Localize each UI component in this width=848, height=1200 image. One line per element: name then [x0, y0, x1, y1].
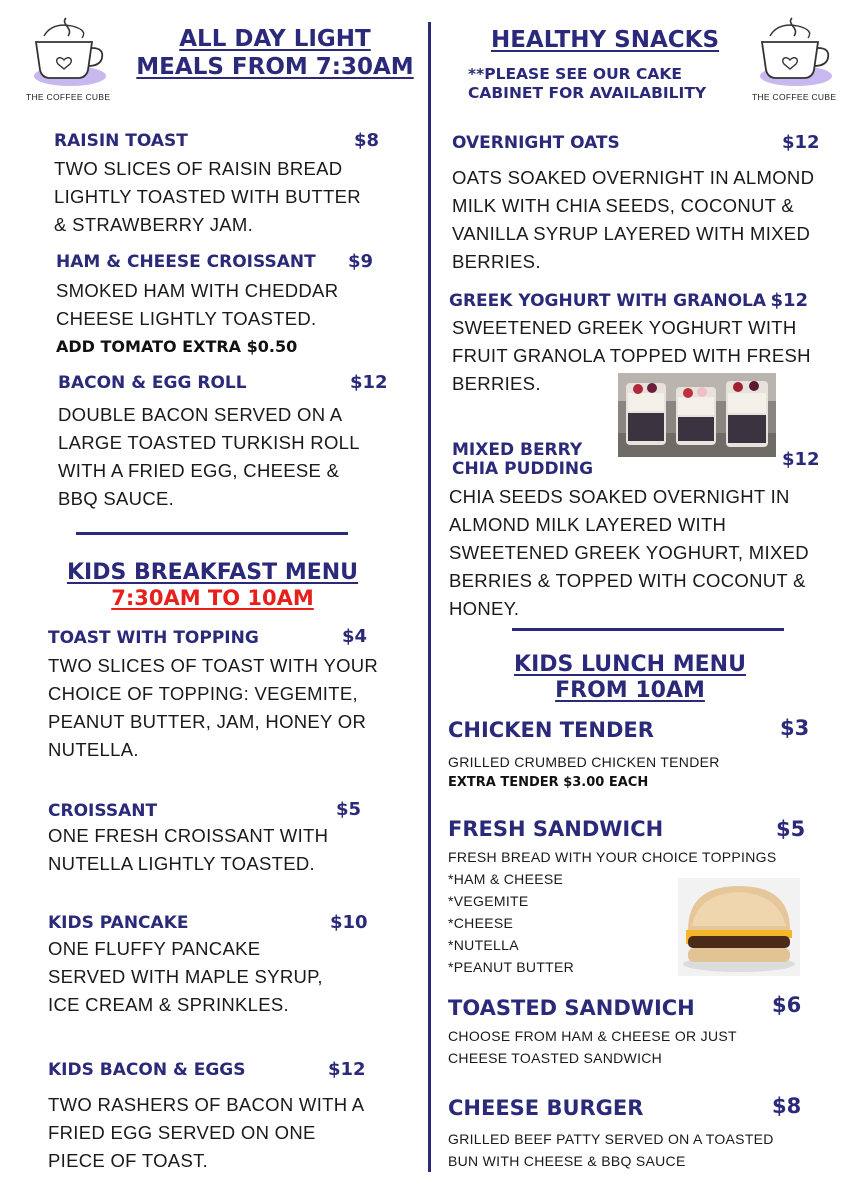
item-extra-tomato: ADD TOMATO EXTRA $0.50	[56, 337, 298, 356]
item-desc-line: *VEGEMITE	[448, 893, 529, 909]
item-price-toasted-sandwich: $6	[772, 993, 802, 1017]
item-name-toasted-sandwich: TOASTED SANDWICH	[448, 996, 695, 1020]
item-price-greek-yoghurt: $12	[770, 290, 809, 311]
item-name-croissant: CROISSANT	[48, 801, 158, 821]
item-extra-chicken-tender: EXTRA TENDER $3.00 EACH	[448, 775, 649, 790]
item-name-fresh-sandwich: FRESH SANDWICH	[448, 817, 664, 841]
item-desc-line: *CHEESE	[448, 915, 514, 931]
item-name-chicken-tender: CHICKEN TENDER	[448, 718, 654, 742]
coffee-cup-icon	[22, 12, 118, 92]
item-desc-line: ALMOND MILK LAYERED WITH	[449, 514, 727, 535]
chia-pudding-photo	[618, 373, 776, 457]
item-desc-line: TWO RASHERS OF BACON WITH A	[48, 1094, 365, 1115]
item-name-kids-bacon-eggs: KIDS BACON & EGGS	[48, 1060, 246, 1080]
item-price-raisin-toast: $8	[354, 130, 380, 151]
item-desc-line: FRIED EGG SERVED ON ONE	[48, 1122, 316, 1143]
item-name-greek-yoghurt: GREEK YOGHURT WITH GRANOLA	[449, 291, 767, 311]
logo-left	[22, 12, 118, 104]
healthy-snacks-header: HEALTHY SNACKS	[490, 27, 720, 53]
item-price-toast-with-topping: $4	[342, 626, 368, 647]
item-desc-line: CHOICE OF TOPPING: VEGEMITE,	[48, 683, 358, 704]
item-desc-line: SMOKED HAM WITH CHEDDAR	[56, 280, 339, 301]
item-desc-line: MILK WITH CHIA SEEDS, COCONUT &	[452, 195, 795, 216]
item-desc-line: BBQ SAUCE.	[58, 488, 175, 509]
item-desc-line: OATS SOAKED OVERNIGHT IN ALMOND	[452, 167, 815, 188]
item-desc-line: HONEY.	[449, 598, 520, 619]
item-desc-line: BUN WITH CHEESE & BBQ SAUCE	[448, 1153, 686, 1169]
item-price-cheese-burger: $8	[772, 1094, 802, 1118]
item-price-chicken-tender: $3	[780, 716, 810, 740]
item-price-overnight-oats: $12	[782, 132, 820, 153]
item-desc-line: CHEESE TOASTED SANDWICH	[448, 1050, 663, 1066]
item-desc-line: TWO SLICES OF TOAST WITH YOUR	[48, 655, 379, 676]
item-desc-line: ICE CREAM & SPRINKLES.	[48, 994, 289, 1015]
column-divider	[428, 22, 431, 1172]
item-name-kids-pancake: KIDS PANCAKE	[48, 913, 189, 933]
item-desc-line: *HAM & CHEESE	[448, 871, 564, 887]
item-desc-line: SERVED WITH MAPLE SYRUP,	[48, 966, 323, 987]
item-desc-line: LIGHTLY TOASTED WITH BUTTER	[54, 186, 361, 207]
cheeseburger-photo	[678, 878, 800, 976]
item-desc-line: BERRIES & TOPPED WITH COCONUT &	[449, 570, 806, 591]
item-desc-line: & STRAWBERRY JAM.	[54, 214, 254, 235]
item-price-mixed-berry: $12	[782, 449, 820, 470]
logo-text: THE COFFEE CUBE	[26, 92, 111, 102]
left-header-line1: ALL DAY LIGHT	[179, 26, 371, 52]
item-desc-line: ONE FRESH CROISSANT WITH	[48, 825, 329, 846]
item-desc-line: CHOOSE FROM HAM & CHEESE OR JUST	[448, 1028, 737, 1044]
logo-right	[748, 12, 844, 104]
item-desc-line: DOUBLE BACON SERVED ON A	[58, 404, 343, 425]
item-desc-line: PIECE OF TOAST.	[48, 1150, 209, 1171]
item-desc-line: ONE FLUFFY PANCAKE	[48, 938, 261, 959]
item-desc-line: WITH A FRIED EGG, CHEESE &	[58, 460, 340, 481]
kids-lunch-header-line2: FROM 10AM	[555, 678, 705, 703]
kids-breakfast-time: 7:30AM TO 10AM	[111, 586, 314, 610]
item-desc-line: GRILLED CRUMBED CHICKEN TENDER	[448, 754, 720, 770]
item-desc-line: TWO SLICES OF RAISIN BREAD	[54, 158, 343, 179]
item-price-croissant: $5	[336, 799, 362, 820]
item-desc-line: LARGE TOASTED TURKISH ROLL	[58, 432, 360, 453]
item-desc-line: FRESH BREAD WITH YOUR CHOICE TOPPINGS	[448, 849, 777, 865]
kids-lunch-header-line1: KIDS LUNCH MENU	[514, 652, 746, 677]
item-name-overnight-oats: OVERNIGHT OATS	[452, 133, 620, 153]
item-desc-line: CHEESE LIGHTLY TOASTED.	[56, 308, 317, 329]
greek-yoghurt-heading	[449, 290, 808, 311]
item-desc-line: NUTELLA.	[48, 739, 139, 760]
item-desc-line: GRILLED BEEF PATTY SERVED ON A TOASTED	[448, 1131, 774, 1147]
item-desc-line: SWEETENED GREEK YOGHURT, MIXED	[449, 542, 809, 563]
item-name-toast-with-topping: TOAST WITH TOPPING	[48, 628, 259, 648]
item-price-kids-pancake: $10	[330, 912, 368, 933]
item-desc-line: *PEANUT BUTTER	[448, 959, 575, 975]
item-desc-line: *NUTELLA	[448, 937, 519, 953]
item-desc-line: FRUIT GRANOLA TOPPED WITH FRESH	[452, 345, 811, 366]
item-name-raisin-toast: RAISIN TOAST	[54, 131, 188, 151]
kids-breakfast-header: KIDS BREAKFAST MENU	[66, 560, 359, 585]
left-header-line2: MEALS FROM 7:30AM	[136, 54, 414, 80]
cake-cabinet-note-line1: **PLEASE SEE OUR CAKE	[468, 65, 682, 83]
item-price-ham-cheese-croissant: $9	[348, 251, 374, 272]
section-divider	[512, 628, 784, 631]
logo-text: THE COFFEE CUBE	[752, 92, 837, 102]
item-desc-line: CHIA SEEDS SOAKED OVERNIGHT IN	[449, 486, 790, 507]
coffee-cup-icon	[748, 12, 844, 92]
item-desc-line: VANILLA SYRUP LAYERED WITH MIXED	[452, 223, 811, 244]
item-desc-line: BERRIES.	[452, 251, 541, 272]
item-price-fresh-sandwich: $5	[776, 817, 806, 841]
item-desc-line: BERRIES.	[452, 373, 541, 394]
item-name-bacon-egg-roll: BACON & EGG ROLL	[58, 373, 247, 393]
item-desc-line: NUTELLA LIGHTLY TOASTED.	[48, 853, 315, 874]
item-price-kids-bacon-eggs: $12	[328, 1059, 366, 1080]
section-divider	[76, 532, 348, 535]
item-name-ham-cheese-croissant: HAM & CHEESE CROISSANT	[56, 252, 316, 272]
item-name-mixed-berry-line2: CHIA PUDDING	[452, 459, 594, 479]
item-name-mixed-berry-line1: MIXED BERRY	[452, 440, 583, 460]
cake-cabinet-note-line2: CABINET FOR AVAILABILITY	[468, 84, 707, 102]
item-price-bacon-egg-roll: $12	[350, 372, 388, 393]
item-name-cheese-burger: CHEESE BURGER	[448, 1096, 644, 1120]
item-desc-line: PEANUT BUTTER, JAM, HONEY OR	[48, 711, 367, 732]
item-desc-line: SWEETENED GREEK YOGHURT WITH	[452, 317, 797, 338]
